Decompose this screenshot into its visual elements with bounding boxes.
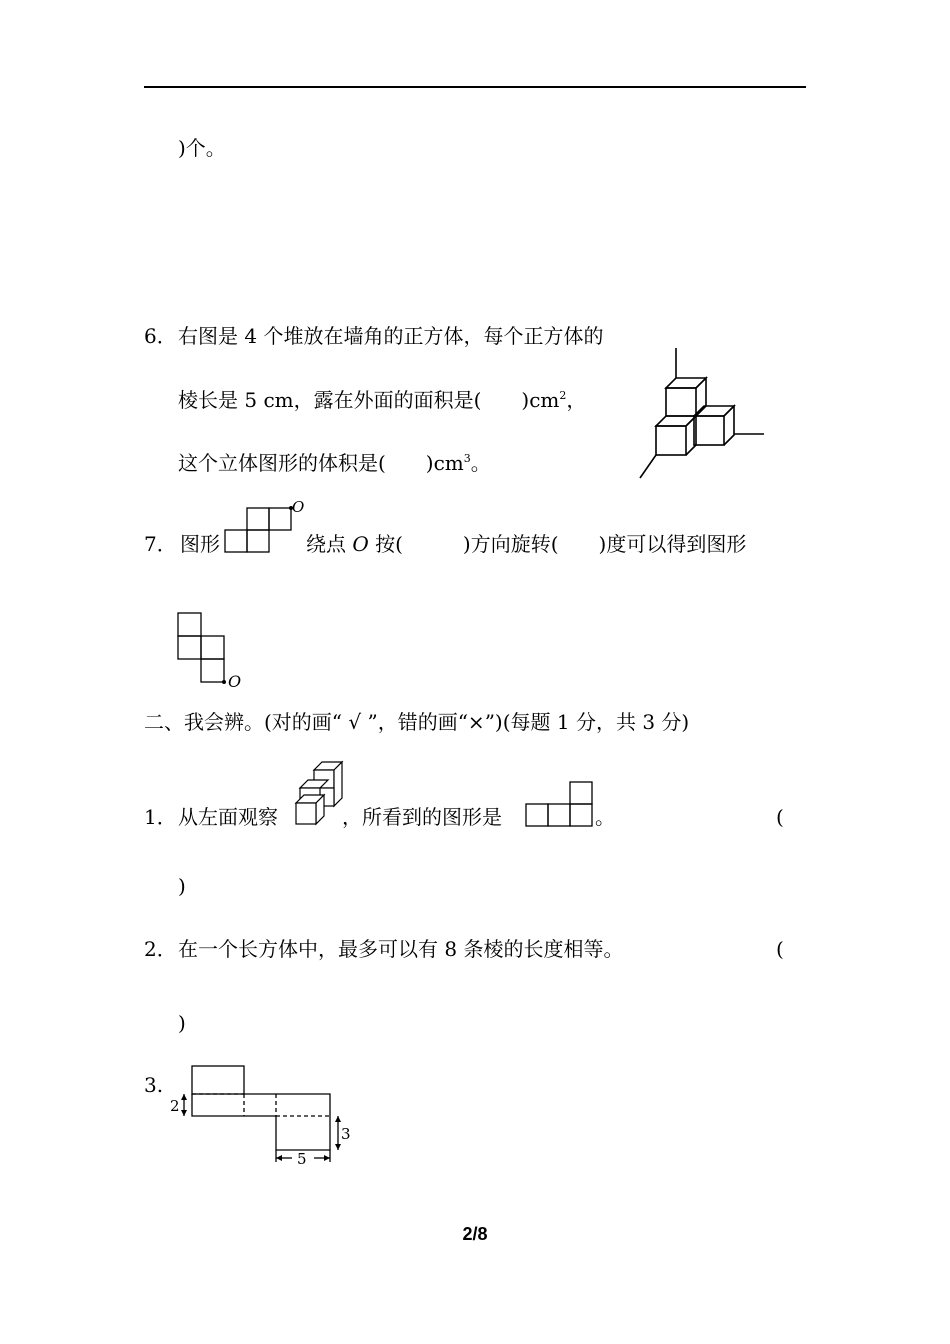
j2-answer-close: ) xyxy=(178,1011,186,1035)
q7-shape-label: O xyxy=(292,498,305,516)
j1-text-a: 从左面观察 xyxy=(178,805,278,829)
q7-shape-target xyxy=(174,610,254,690)
q7-text-b: 绕点 O 按( )方向旋转( )度可以得到图形 xyxy=(306,532,747,556)
j3-dim-left: 2 xyxy=(170,1097,180,1115)
q7-shape-original xyxy=(222,497,312,553)
q6-number: 6． xyxy=(144,324,177,348)
j3-number: 3. xyxy=(144,1073,164,1097)
q7-number: 7． xyxy=(144,532,177,556)
j3-net-figure xyxy=(160,1058,380,1173)
page-number: 2/8 xyxy=(462,1224,488,1244)
j1-view-figure xyxy=(525,779,595,829)
j1-number: 1． xyxy=(144,805,177,829)
q6-line2: 棱长是 5 cm，露在外面的面积是( )$cm^2$， xyxy=(178,388,587,412)
j2-number: 2． xyxy=(144,937,177,961)
section2-heading: 二、我会辨。(对的画“ √ ”，错的画“×”)(每题 1 分，共 3 分) xyxy=(144,710,690,734)
j1-answer-open: ( xyxy=(776,805,784,829)
j1-text-b: ，所看到的图形是 xyxy=(342,805,502,829)
q6-line1: 右图是 4 个堆放在墙角的正方体，每个正方体的 xyxy=(178,324,604,348)
j3-dim-right: 3 xyxy=(341,1125,351,1143)
j2-text: 在一个长方体中，最多可以有 8 条棱的长度相等。 xyxy=(178,937,624,961)
j2-answer-open: ( xyxy=(776,937,784,961)
j1-cubes-figure xyxy=(290,758,350,828)
continued-text: )个。 xyxy=(178,136,226,160)
j1-text-c: 。 xyxy=(595,805,615,829)
header-rule xyxy=(144,86,806,88)
j1-answer-close: ) xyxy=(178,874,186,898)
j3-dim-bottom: 5 xyxy=(297,1150,307,1168)
corner-cubes-figure xyxy=(630,340,780,485)
q7-target-label: O xyxy=(228,672,242,690)
q7-text-a: 图形 xyxy=(180,532,220,556)
q6-line3: 这个立体图形的体积是( )$cm^3$。 xyxy=(178,451,491,475)
